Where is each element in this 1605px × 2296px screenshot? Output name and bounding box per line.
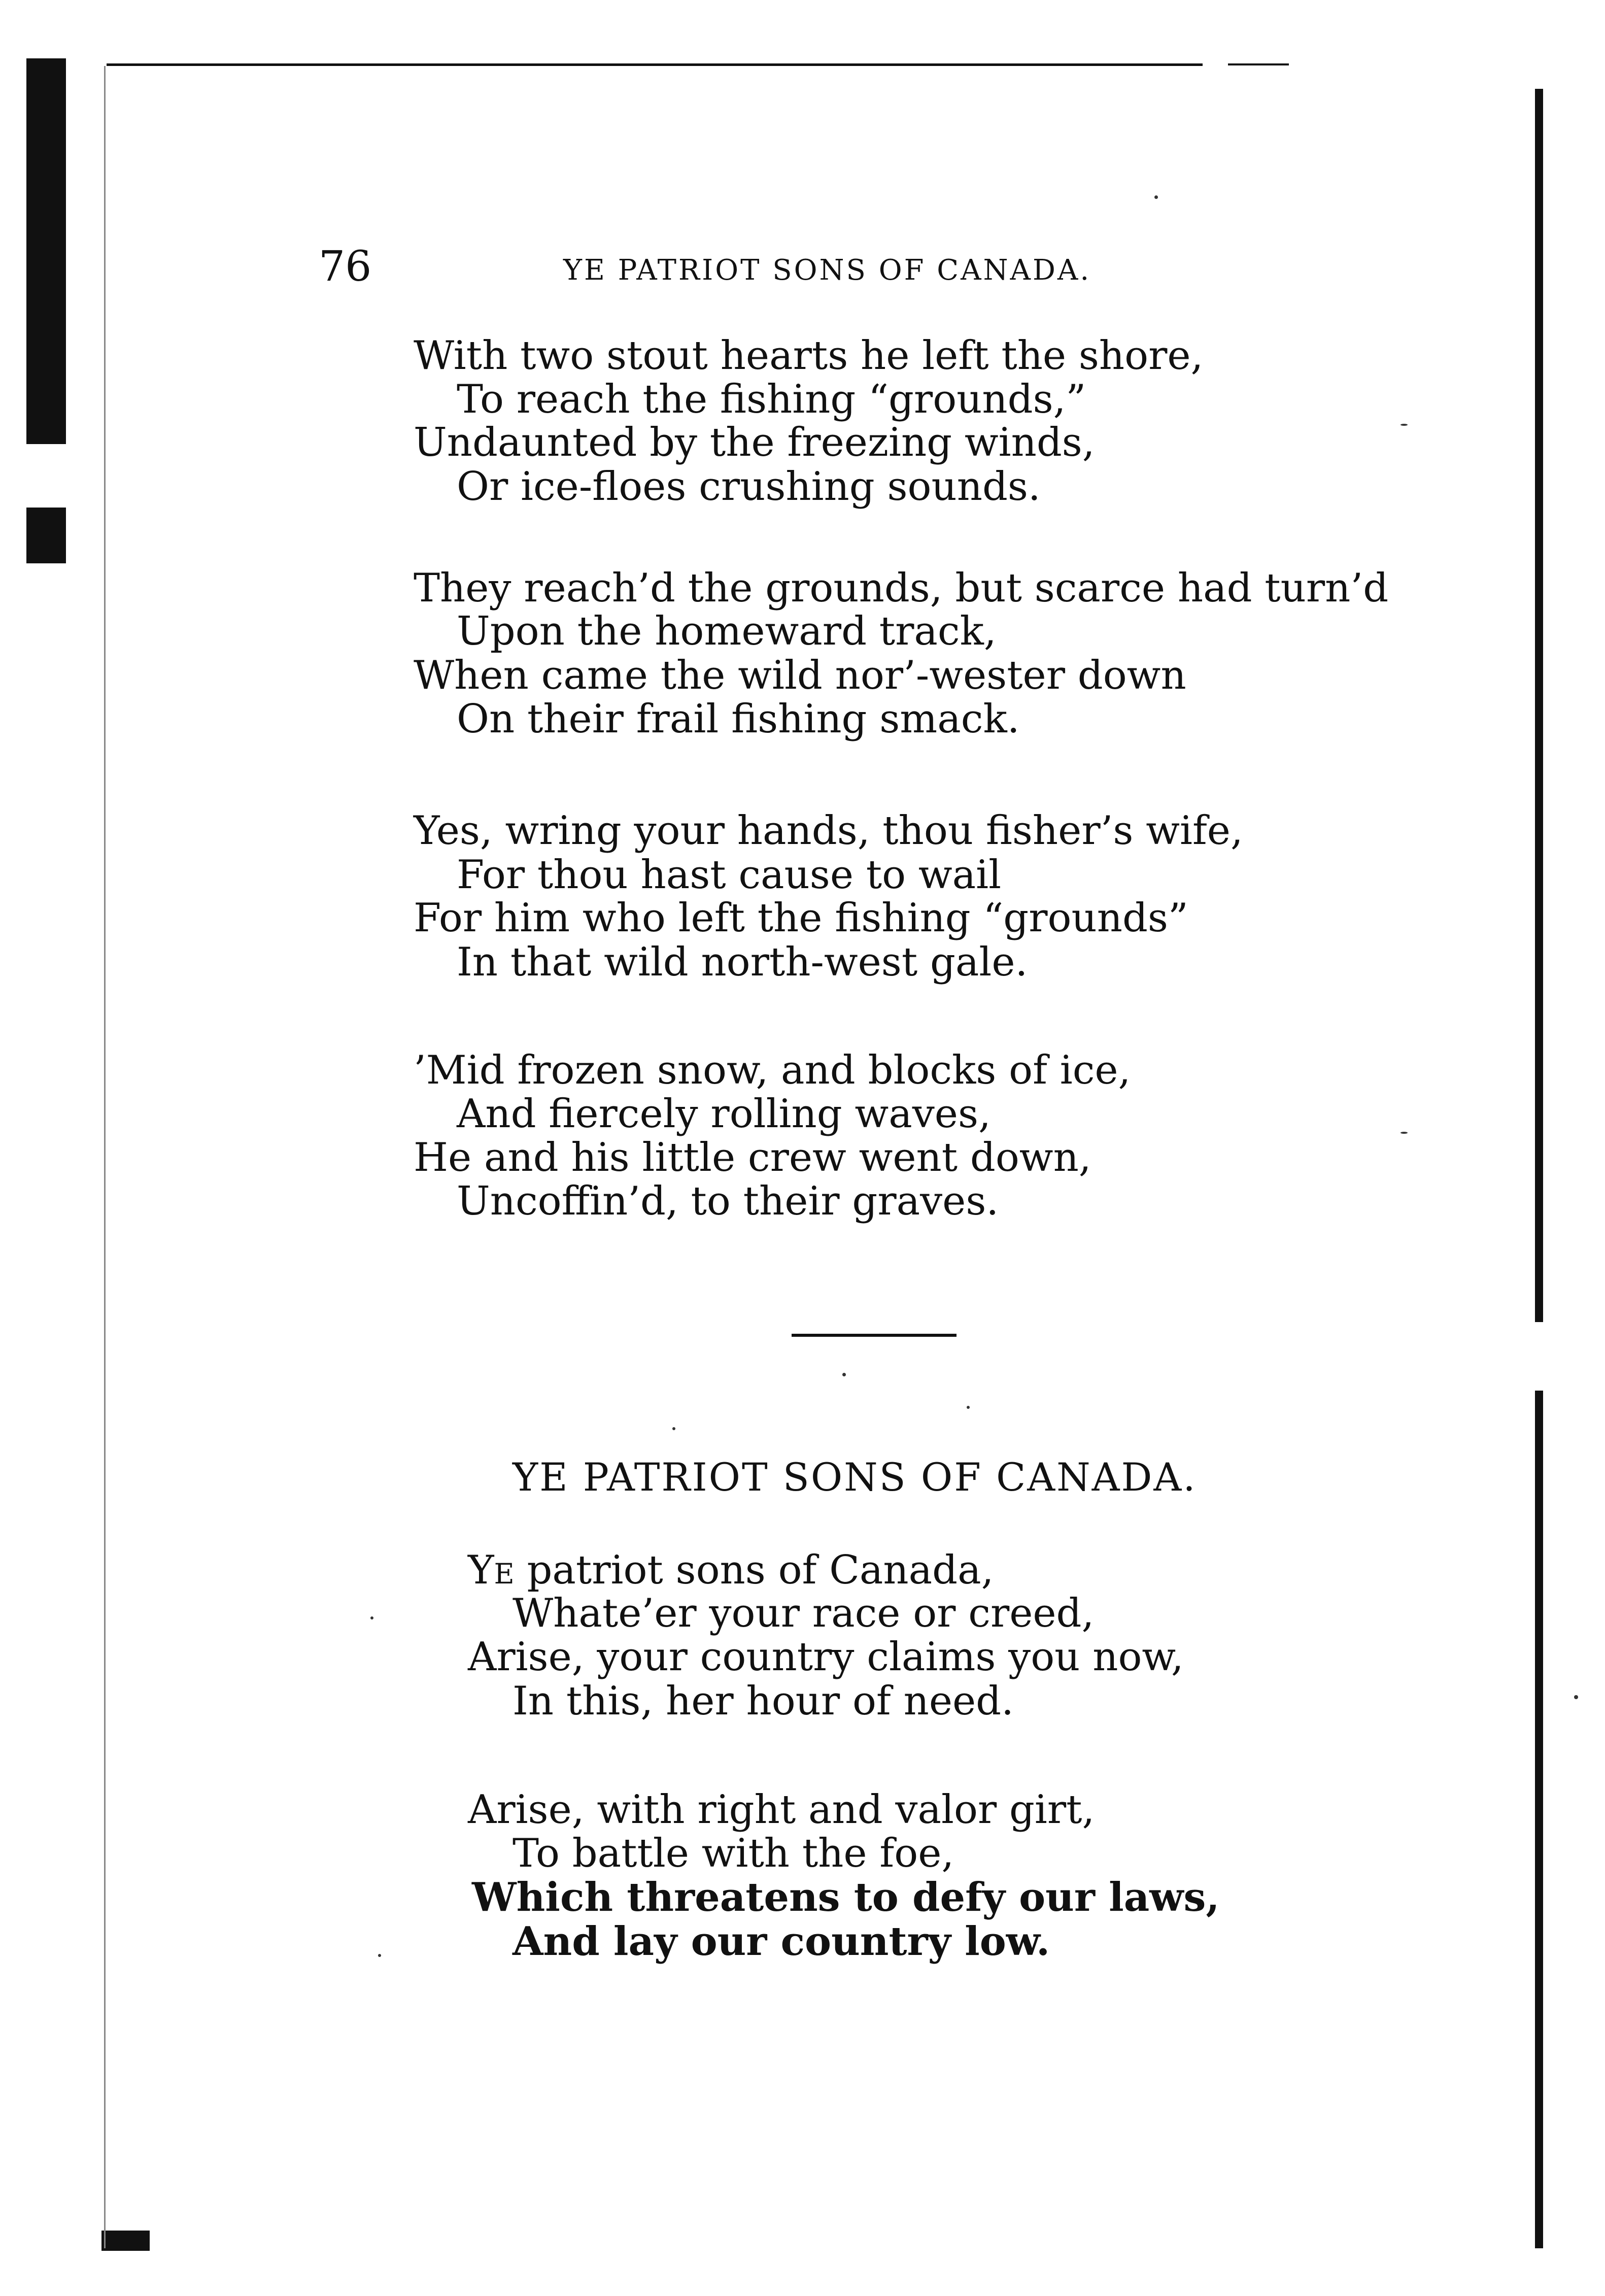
scan-speck <box>378 1954 381 1957</box>
poem2-s1-l4: In this, her hour of need. <box>513 1678 1014 1724</box>
left-binding-edge <box>26 58 66 444</box>
page-number: 76 <box>319 243 372 291</box>
poem1-s1-l4: Or ice-floes crushing sounds. <box>457 464 1041 510</box>
poem1-s2-l1: They reach’d the grounds, but scarce had turn’d <box>414 565 1389 611</box>
left-binding-stub <box>101 2231 150 2251</box>
poem2-s2-l1: Arise, with right and valor girt, <box>468 1787 1095 1833</box>
poem1-s2-l4: On their frail fishing smack. <box>457 696 1020 742</box>
poem2-s1-l1-rest: patriot sons of Canada, <box>514 1547 994 1593</box>
scan-speck <box>370 1616 373 1619</box>
poem2-title: YE PATRIOT SONS OF CANADA. <box>513 1455 1197 1500</box>
poem1-s3-l1: Yes, wring your hands, thou fisher’s wife, <box>414 808 1243 854</box>
top-border-line-right <box>1228 63 1289 65</box>
section-divider <box>792 1334 957 1337</box>
scan-speck <box>967 1406 970 1409</box>
running-head: YE PATRIOT SONS OF CANADA. <box>563 254 1091 287</box>
scan-speck <box>1401 424 1408 426</box>
right-edge-bar-lower <box>1535 1391 1543 2248</box>
poem1-s4-l3: He and his little crew went down, <box>414 1135 1091 1180</box>
poem2-s1-l2: Whate’er your race or creed, <box>513 1591 1095 1636</box>
left-margin-faint-line <box>104 66 106 2248</box>
poem2-initial-word: Ye <box>468 1547 515 1593</box>
poem2-s2-l4: And lay our country low. <box>513 1918 1050 1965</box>
poem1-s4-l1: ’Mid frozen snow, and blocks of ice, <box>414 1048 1131 1093</box>
poem1-s2-l3: When came the wild nor’-wester down <box>414 653 1186 698</box>
scan-speck <box>1574 1695 1578 1699</box>
poem1-s4-l2: And fiercely rolling waves, <box>457 1091 991 1137</box>
scan-speck <box>1154 195 1158 199</box>
poem2-s1-l3: Arise, your country claims you now, <box>468 1634 1184 1680</box>
poem1-s1-l1: With two stout hearts he left the shore, <box>414 333 1204 379</box>
poem1-s3-l3: For him who left the fishing “grounds” <box>414 895 1188 941</box>
poem1-s2-l2: Upon the homeward track, <box>457 609 997 654</box>
poem2-s1-l1 <box>468 1547 994 1593</box>
poem2-s2-l3: Which threatens to defy our laws, <box>472 1874 1220 1920</box>
scan-speck <box>1401 1132 1408 1134</box>
poem1-s3-l2: For thou hast cause to wail <box>457 852 1002 898</box>
top-border-line <box>107 63 1203 66</box>
poem1-s1-l3: Undaunted by the freezing winds, <box>414 420 1095 465</box>
poem2-s2-l2: To battle with the foe, <box>513 1831 954 1876</box>
scan-speck <box>842 1373 846 1376</box>
scan-speck <box>672 1427 675 1430</box>
poem1-s1-l2: To reach the fishing “grounds,” <box>457 377 1086 422</box>
left-binding-edge-lower <box>26 508 66 563</box>
right-edge-bar-upper <box>1535 89 1543 1322</box>
poem1-s4-l4: Uncoffin’d, to their graves. <box>457 1178 999 1224</box>
poem1-s3-l4: In that wild north-west gale. <box>457 939 1028 985</box>
